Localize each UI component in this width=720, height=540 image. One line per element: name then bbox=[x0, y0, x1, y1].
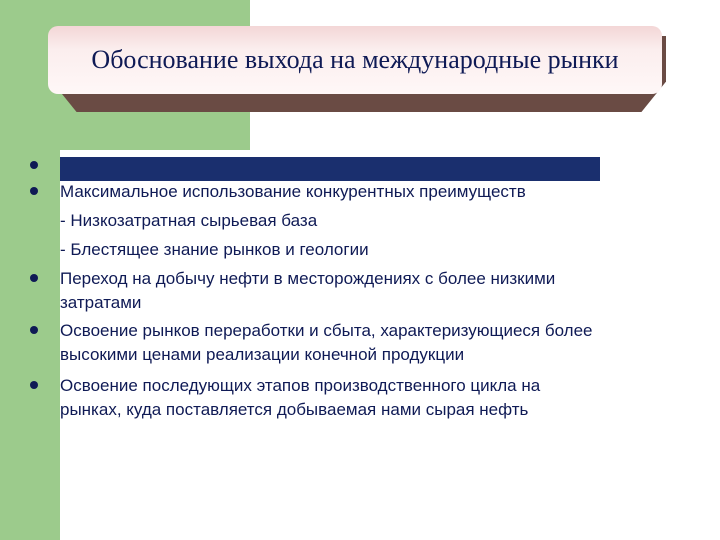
list-item-text-line2: высокими ценами реализации конечной продукции bbox=[60, 345, 465, 364]
bullet-icon bbox=[30, 274, 38, 282]
list-item-text-line1: Освоение рынков переработки и сбыта, характеризующиеся более bbox=[60, 321, 593, 340]
list-item-text-line2: рынках, куда поставляется добываемая нами сырая нефть bbox=[60, 400, 529, 419]
list-item bbox=[30, 155, 60, 176]
sub-item bbox=[30, 210, 317, 231]
list-item bbox=[30, 181, 526, 202]
list-item-text-line1: Переход на добычу нефти в месторождениях с более низкими bbox=[60, 269, 556, 288]
bullet-icon bbox=[30, 161, 38, 169]
sub-item-text: - Блестящее знание рынков и геологии bbox=[60, 240, 369, 259]
list-item-text: Максимальное использование конкурентных преимуществ bbox=[60, 182, 526, 201]
sub-item bbox=[30, 239, 369, 260]
list-item-text-line2: затратами bbox=[60, 293, 142, 312]
list-item bbox=[30, 375, 540, 420]
list-item-text-line1: Освоение последующих этапов производственного цикла на bbox=[60, 376, 541, 395]
highlight-bar bbox=[60, 157, 600, 181]
bullet-icon bbox=[30, 381, 38, 389]
title-banner bbox=[48, 26, 662, 94]
list-item bbox=[30, 320, 593, 365]
slide-title: Обоснование выхода на международные рынки bbox=[91, 45, 619, 74]
sub-item-text: - Низкозатратная сырьевая база bbox=[60, 211, 318, 230]
bullet-icon bbox=[30, 326, 38, 334]
bullet-icon bbox=[30, 187, 38, 195]
list-item bbox=[30, 268, 555, 313]
